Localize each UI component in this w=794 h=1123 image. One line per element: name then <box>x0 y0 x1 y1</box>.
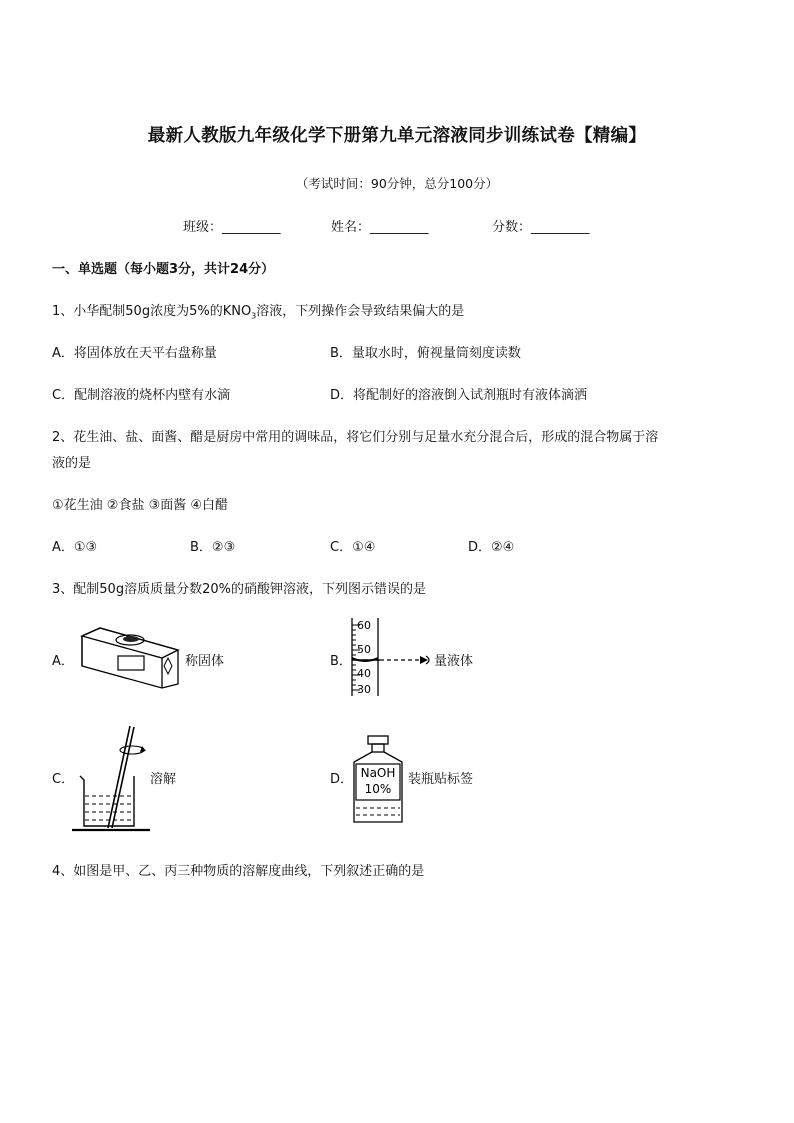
q1-option-a: A．将固体放在天平右盘称量 <box>52 346 217 361</box>
tick-label-60: 60 <box>357 619 371 632</box>
q3-option-b-caption: 量液体 <box>434 654 474 669</box>
q1-option-b: B．量取水时，俯视量筒刻度读数 <box>330 346 521 361</box>
bottle-label-formula: NaOH <box>360 766 396 780</box>
q3-option-c-letter: C． <box>52 772 75 787</box>
q3-option-b-letter: B． <box>330 654 352 669</box>
page-title: 最新人教版九年级化学下册第九单元溶液同步训练试卷【精编】 <box>147 126 647 146</box>
q2-option-a: A．①③ <box>52 540 98 555</box>
exam-subtitle: （考试时间：90分钟，总分100分） <box>295 176 499 191</box>
tick-label-50: 50 <box>357 643 371 656</box>
balance-diagram <box>78 626 183 690</box>
q3-option-d-caption: 装瓶贴标签 <box>408 772 474 787</box>
q3-option-a-caption: 称固体 <box>185 654 225 669</box>
q3-option-d-letter: D． <box>330 772 354 787</box>
reagent-bottle-diagram <box>348 734 410 826</box>
tick-label-30: 30 <box>357 683 371 696</box>
score-field: 分数：_________ <box>492 220 590 235</box>
name-field: 姓名：_________ <box>331 220 429 235</box>
question-3-stem: 3、配制50g溶质质量分数20%的硝酸钾溶液，下列图示错误的是 <box>52 582 426 597</box>
tick-label-40: 40 <box>357 667 371 680</box>
q3-option-a-letter: A． <box>52 654 74 669</box>
q1-option-d: D．将配制好的溶液倒入试剂瓶时有液体滴洒 <box>330 388 588 403</box>
class-field: 班级：_________ <box>183 220 281 235</box>
question-1-stem: 1、小华配制50g浓度为5%的$KNO_3$溶液，下列操作会导致结果偏大的是 <box>52 304 465 321</box>
q2-option-b: B．②③ <box>190 540 236 555</box>
cylinder-diagram <box>340 616 440 696</box>
beaker-diagram <box>70 724 155 836</box>
question-4-stem: 4、如图是甲、乙、丙三种物质的溶解度曲线，下列叙述正确的是 <box>52 864 425 879</box>
q3-option-c-caption: 溶解 <box>150 772 177 787</box>
q2-items: ①花生油 ②食盐 ③面酱 ④白醋 <box>52 498 229 513</box>
question-2-stem-line1: 2、花生油、盐、面酱、醋是厨房中常用的调味品，将它们分别与足量水充分混合后，形成的混合物属于溶 <box>52 430 659 445</box>
q2-option-c: C．①④ <box>330 540 376 555</box>
q1-option-c: C．配制溶液的烧杯内壁有水滴 <box>52 388 231 403</box>
bottle-label-percent: 10% <box>364 782 392 796</box>
question-2-stem-line2: 液的是 <box>52 456 92 471</box>
section-heading: 一、单选题（每小题3分，共计24分） <box>52 262 275 277</box>
q2-option-d: D．②④ <box>468 540 515 555</box>
